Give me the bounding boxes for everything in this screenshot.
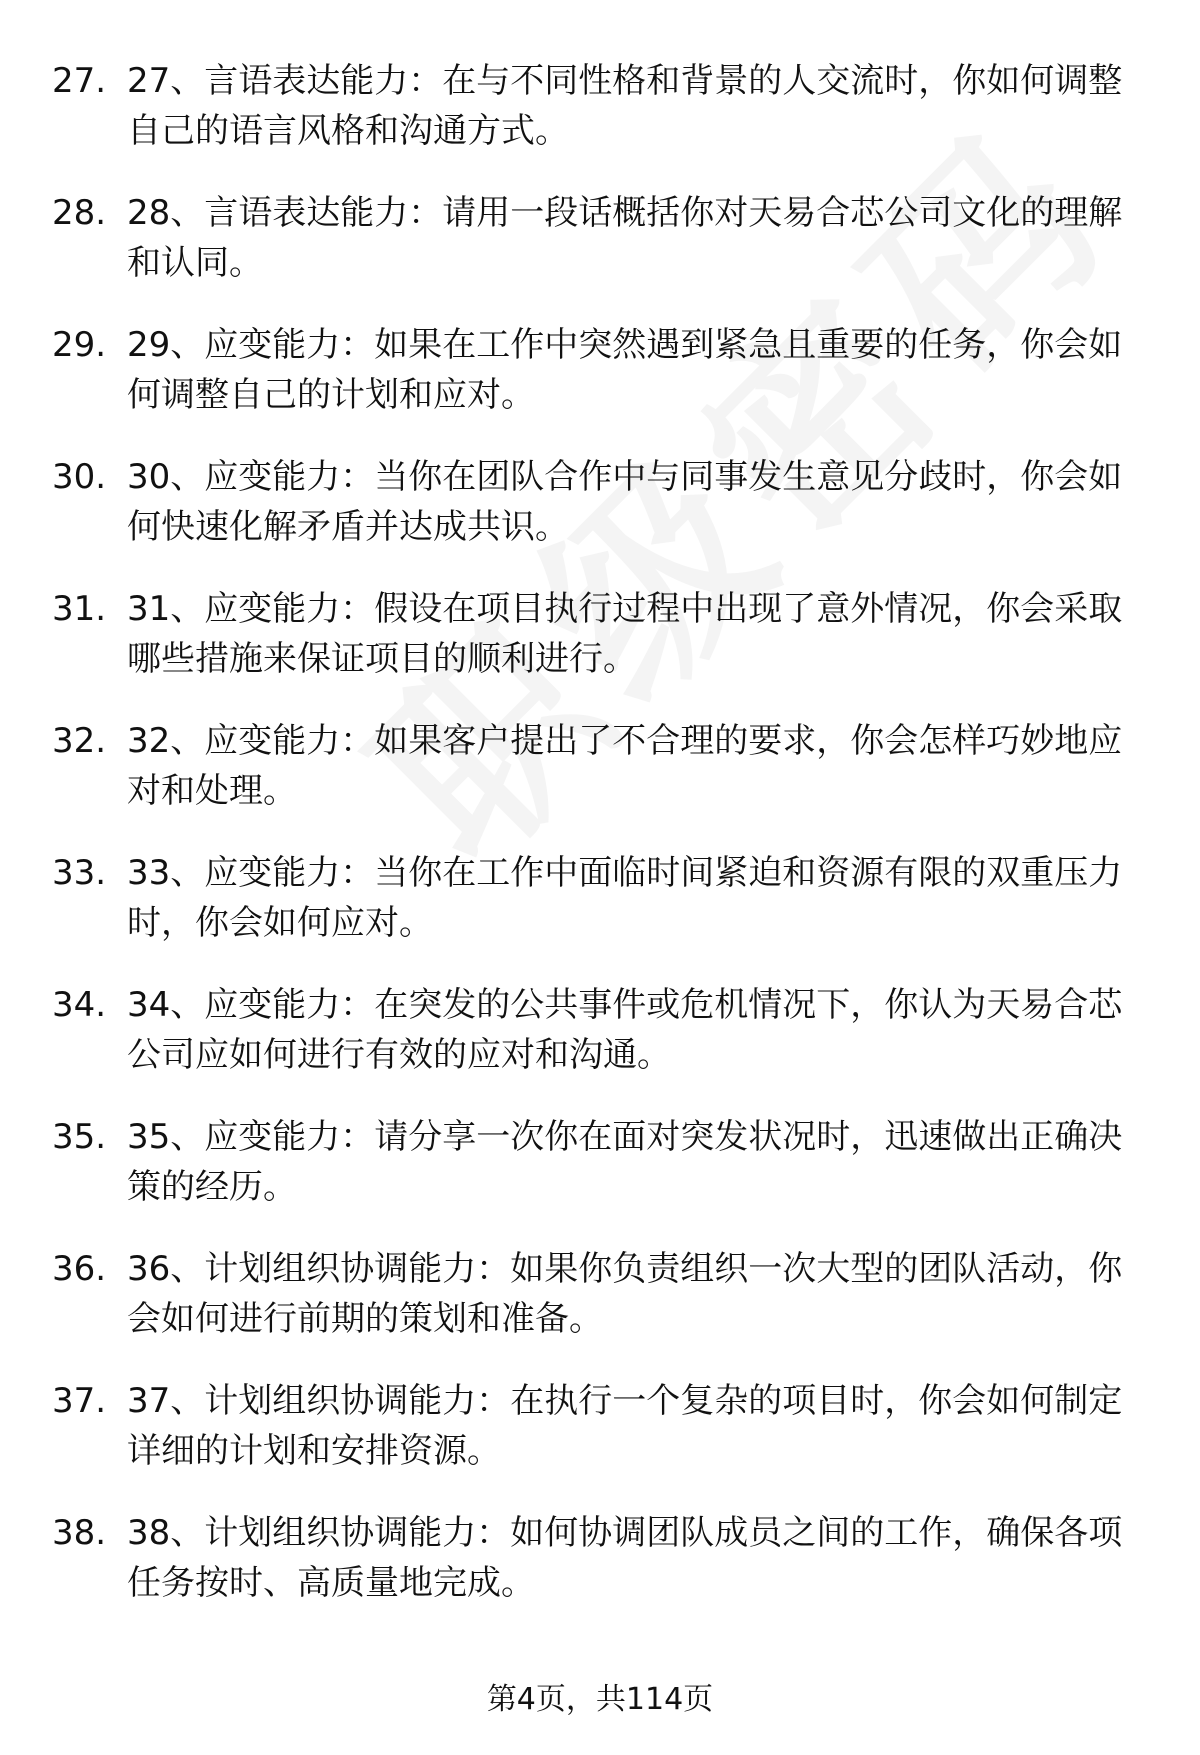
question-item-28 bbox=[0, 188, 1200, 320]
question-text: 33、应变能力：当你在工作中面临时间紧迫和资源有限的双重压力时，你会如何应对。 bbox=[127, 853, 1123, 943]
question-item-29 bbox=[0, 320, 1200, 452]
question-item-31 bbox=[0, 584, 1200, 716]
question-number: 34. bbox=[52, 985, 107, 1025]
question-number: 29. bbox=[52, 325, 107, 365]
question-number: 28. bbox=[52, 193, 107, 233]
question-text: 34、应变能力：在突发的公共事件或危机情况下，你认为天易合芯公司应如何进行有效的应对和沟通。 bbox=[127, 985, 1123, 1075]
question-text: 29、应变能力：如果在工作中突然遇到紧急且重要的任务，你会如何调整自己的计划和应对。 bbox=[127, 325, 1123, 415]
question-item-37 bbox=[0, 1376, 1200, 1508]
question-text: 37、计划组织协调能力：在执行一个复杂的项目时，你会如何制定详细的计划和安排资源。 bbox=[127, 1381, 1123, 1471]
question-text: 30、应变能力：当你在团队合作中与同事发生意见分歧时，你会如何快速化解矛盾并达成共识。 bbox=[127, 457, 1123, 547]
question-item-30 bbox=[0, 452, 1200, 584]
question-number: 30. bbox=[52, 457, 107, 497]
question-item-35 bbox=[0, 1112, 1200, 1244]
question-item-32 bbox=[0, 716, 1200, 848]
question-number: 35. bbox=[52, 1117, 107, 1157]
question-text: 31、应变能力：假设在项目执行过程中出现了意外情况，你会采取哪些措施来保证项目的顺利进行。 bbox=[127, 589, 1123, 679]
question-number: 37. bbox=[52, 1381, 107, 1421]
question-list bbox=[0, 56, 1200, 1640]
question-text: 28、言语表达能力：请用一段话概括你对天易合芯公司文化的理解和认同。 bbox=[127, 193, 1123, 283]
question-text: 35、应变能力：请分享一次你在面对突发状况时，迅速做出正确决策的经历。 bbox=[127, 1117, 1123, 1207]
question-text: 32、应变能力：如果客户提出了不合理的要求，你会怎样巧妙地应对和处理。 bbox=[127, 721, 1123, 811]
question-item-38 bbox=[0, 1508, 1200, 1640]
question-item-34 bbox=[0, 980, 1200, 1112]
question-item-27 bbox=[0, 56, 1200, 188]
question-text: 38、计划组织协调能力：如何协调团队成员之间的工作，确保各项任务按时、高质量地完成。 bbox=[127, 1513, 1123, 1603]
question-number: 31. bbox=[52, 589, 107, 629]
question-number: 33. bbox=[52, 853, 107, 893]
question-item-36 bbox=[0, 1244, 1200, 1376]
question-text: 36、计划组织协调能力：如果你负责组织一次大型的团队活动，你会如何进行前期的策划和准备。 bbox=[127, 1249, 1123, 1339]
question-number: 32. bbox=[52, 721, 107, 761]
question-number: 36. bbox=[52, 1249, 107, 1289]
page-footer: 第4页，共114页 bbox=[486, 1682, 714, 1717]
question-text: 27、言语表达能力：在与不同性格和背景的人交流时，你如何调整自己的语言风格和沟通方式。 bbox=[127, 61, 1123, 151]
question-number: 27. bbox=[52, 61, 107, 101]
question-number: 38. bbox=[52, 1513, 107, 1553]
question-item-33 bbox=[0, 848, 1200, 980]
